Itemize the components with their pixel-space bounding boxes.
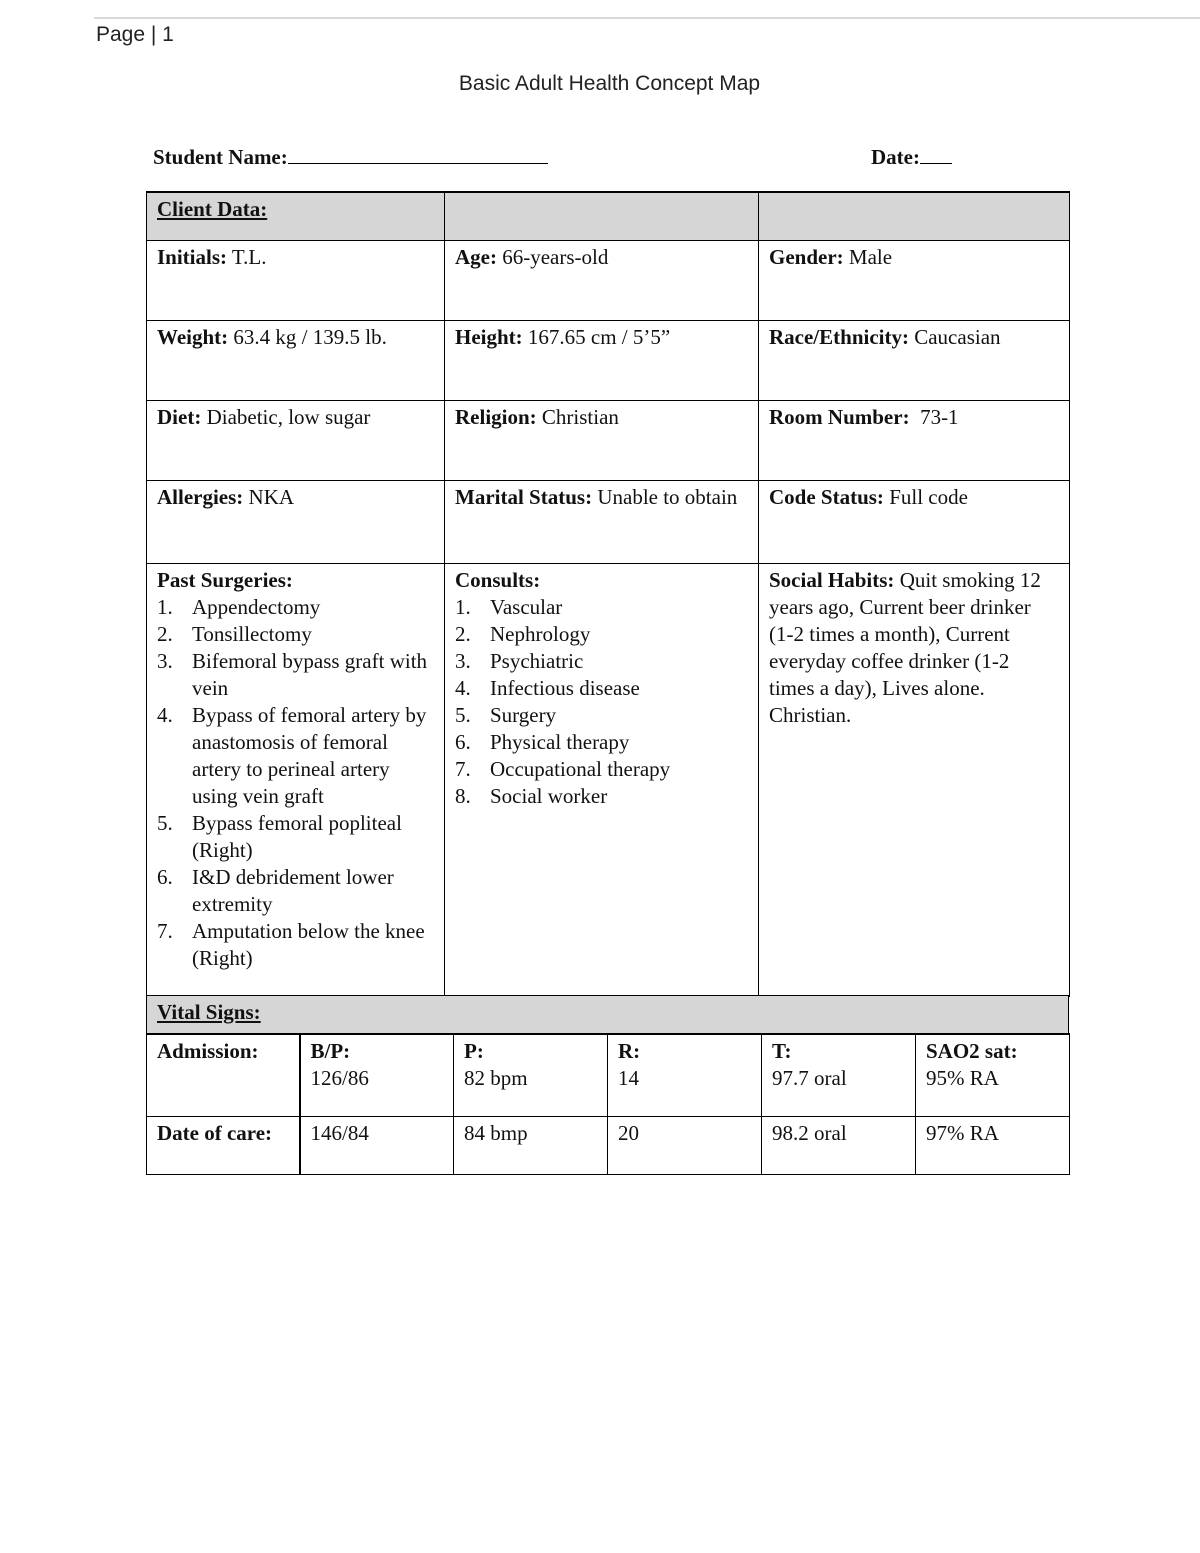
table-row [147, 480, 1070, 563]
table-row [147, 320, 1070, 400]
race-cell [759, 320, 1070, 400]
list-text: Surgery [490, 702, 557, 727]
gender-cell [759, 240, 1070, 320]
past-surgeries-list [157, 594, 434, 972]
list-text: Bifemoral bypass graft with vein [192, 648, 428, 700]
header-rule [94, 17, 1200, 19]
sao2-label: SAO2 sat: [926, 1039, 1018, 1063]
surgery-item [157, 594, 434, 621]
empty-header-cell [759, 192, 1070, 240]
date-line [871, 143, 952, 170]
consult-item [455, 648, 748, 675]
weight-cell [147, 320, 445, 400]
list-number: 6. [157, 864, 173, 889]
client-data-header-row [147, 192, 1070, 240]
admission-label: Admission: [157, 1039, 259, 1063]
consult-item [455, 621, 748, 648]
past-surgeries-cell [147, 563, 445, 996]
code-status-label: Code Status: [769, 484, 884, 509]
list-number: 3. [157, 648, 173, 673]
room-number-label: Room Number: [769, 404, 910, 429]
consult-item [455, 729, 748, 756]
sao2-care-cell [916, 1116, 1070, 1174]
consult-item [455, 756, 748, 783]
consult-item [455, 594, 748, 621]
resp-care-value: 20 [618, 1120, 639, 1145]
initials-cell [147, 240, 445, 320]
race-label: Race/Ethnicity: [769, 324, 909, 349]
consult-item [455, 675, 748, 702]
list-text: Physical therapy [490, 729, 630, 754]
initials-label: Initials: [157, 244, 228, 269]
room-number-value: 73-1 [920, 404, 959, 429]
client-data-header-cell [147, 192, 445, 240]
surgery-item [157, 864, 434, 918]
surgery-item [157, 702, 434, 810]
date-label: Date: [871, 145, 920, 169]
initials-value: T.L. [231, 244, 267, 269]
surgery-item [157, 810, 434, 864]
height-label: Height: [455, 324, 523, 349]
bp-label: B/P: [310, 1039, 351, 1063]
religion-value: Christian [541, 404, 619, 429]
social-habits-label: Social Habits: [769, 567, 895, 592]
resp-cell [608, 1034, 762, 1116]
client-data-table [146, 191, 1070, 997]
vital-signs-header-cell [147, 996, 1069, 1034]
gender-label: Gender: [769, 244, 844, 269]
admission-label-cell [147, 1034, 300, 1116]
social-habits-value: Quit smoking 12 years ago, Current beer drinker (1-2 times a month), Current everyday coffee drinker (1-2 times a day), Lives alone. Christian. [769, 567, 1041, 727]
list-number: 4. [157, 702, 173, 727]
religion-label: Religion: [455, 404, 537, 429]
temp-care-value: 98.2 oral [772, 1120, 847, 1145]
vital-signs-header-table [146, 995, 1069, 1034]
list-number: 5. [157, 810, 173, 835]
student-name-blank[interactable] [288, 143, 548, 164]
temp-care-cell [762, 1116, 916, 1174]
list-text: Social worker [490, 783, 608, 808]
code-status-value: Full code [889, 484, 968, 509]
sao2-care-value: 97% RA [926, 1120, 999, 1145]
list-text: Infectious disease [490, 675, 640, 700]
weight-value: 63.4 kg / 139.5 lb. [233, 324, 387, 349]
vital-signs-label: Vital Signs: [157, 1000, 261, 1024]
resp-care-cell [608, 1116, 762, 1174]
list-number: 8. [455, 783, 471, 808]
allergies-label: Allergies: [157, 484, 244, 509]
list-number: 3. [455, 648, 471, 673]
sao2-admission-value: 95% RA [926, 1066, 999, 1090]
list-text: I&D debridement lower extremity [192, 864, 394, 916]
marital-status-value: Unable to obtain [597, 484, 738, 509]
vital-signs-header-row [147, 996, 1069, 1034]
height-value: 167.65 cm / 5’5” [527, 324, 671, 349]
marital-status-cell [445, 480, 759, 563]
document-title: Basic Adult Health Concept Map [458, 72, 761, 95]
consult-item [455, 702, 748, 729]
student-name-line [153, 143, 548, 170]
list-text: Occupational therapy [490, 756, 671, 781]
resp-admission-value: 14 [618, 1066, 639, 1090]
diet-value: Diabetic, low sugar [206, 404, 371, 429]
list-text: Amputation below the knee (Right) [192, 918, 425, 970]
consults-label: Consults: [455, 567, 541, 592]
sao2-cell [916, 1034, 1070, 1116]
past-surgeries-label: Past Surgeries: [157, 567, 293, 592]
pulse-cell [454, 1034, 608, 1116]
list-number: 6. [455, 729, 471, 754]
consult-item [455, 783, 748, 810]
list-text: Bypass of femoral artery by anastomosis of femoral artery to perineal artery using vein graft [192, 702, 427, 808]
temp-admission-value: 97.7 oral [772, 1066, 847, 1090]
list-number: 1. [455, 594, 471, 619]
consults-list [455, 594, 748, 810]
race-value: Caucasian [914, 324, 1001, 349]
gender-value: Male [848, 244, 893, 269]
resp-label: R: [618, 1039, 641, 1063]
diet-cell [147, 400, 445, 480]
pulse-care-value: 84 bmp [464, 1120, 528, 1145]
social-habits-cell [759, 563, 1070, 996]
room-number-cell [759, 400, 1070, 480]
height-cell [445, 320, 759, 400]
surgery-item [157, 621, 434, 648]
page-number: Page | 1 [96, 23, 174, 46]
bp-cell [300, 1034, 454, 1116]
list-number: 7. [455, 756, 471, 781]
pulse-care-cell [454, 1116, 608, 1174]
list-number: 7. [157, 918, 173, 943]
date-of-care-row [147, 1116, 1070, 1174]
temp-label: T: [772, 1039, 792, 1063]
client-data-label: Client Data: [157, 197, 268, 221]
table-row [147, 240, 1070, 320]
table-row [147, 400, 1070, 480]
bp-admission-value: 126/86 [310, 1066, 369, 1090]
pulse-label: P: [464, 1039, 484, 1063]
religion-cell [445, 400, 759, 480]
age-label: Age: [455, 244, 497, 269]
bp-care-cell [300, 1116, 454, 1174]
date-of-care-label: Date of care: [157, 1120, 273, 1145]
admission-row [147, 1034, 1070, 1116]
list-number: 4. [455, 675, 471, 700]
empty-header-cell [445, 192, 759, 240]
list-text: Nephrology [490, 621, 591, 646]
list-number: 2. [455, 621, 471, 646]
list-text: Appendectomy [192, 594, 321, 619]
allergies-value: NKA [248, 484, 295, 509]
consults-cell [445, 563, 759, 996]
bp-care-value: 146/84 [310, 1120, 369, 1145]
list-text: Vascular [490, 594, 563, 619]
weight-label: Weight: [157, 324, 229, 349]
vital-signs-table [146, 1033, 1070, 1175]
student-name-label: Student Name: [153, 145, 288, 169]
surgery-item [157, 918, 434, 972]
code-status-cell [759, 480, 1070, 563]
pulse-admission-value: 82 bpm [464, 1066, 528, 1090]
date-blank[interactable] [920, 143, 952, 164]
list-number: 5. [455, 702, 471, 727]
diet-label: Diet: [157, 404, 202, 429]
list-text: Bypass femoral popliteal (Right) [192, 810, 402, 862]
list-text: Psychiatric [490, 648, 584, 673]
age-value: 66-years-old [502, 244, 609, 269]
list-text: Tonsillectomy [192, 621, 312, 646]
age-cell [445, 240, 759, 320]
temp-cell [762, 1034, 916, 1116]
list-number: 2. [157, 621, 173, 646]
marital-status-label: Marital Status: [455, 484, 593, 509]
surgery-item [157, 648, 434, 702]
table-row [147, 563, 1070, 996]
allergies-cell [147, 480, 445, 563]
list-number: 1. [157, 594, 173, 619]
date-of-care-label-cell [147, 1116, 300, 1174]
